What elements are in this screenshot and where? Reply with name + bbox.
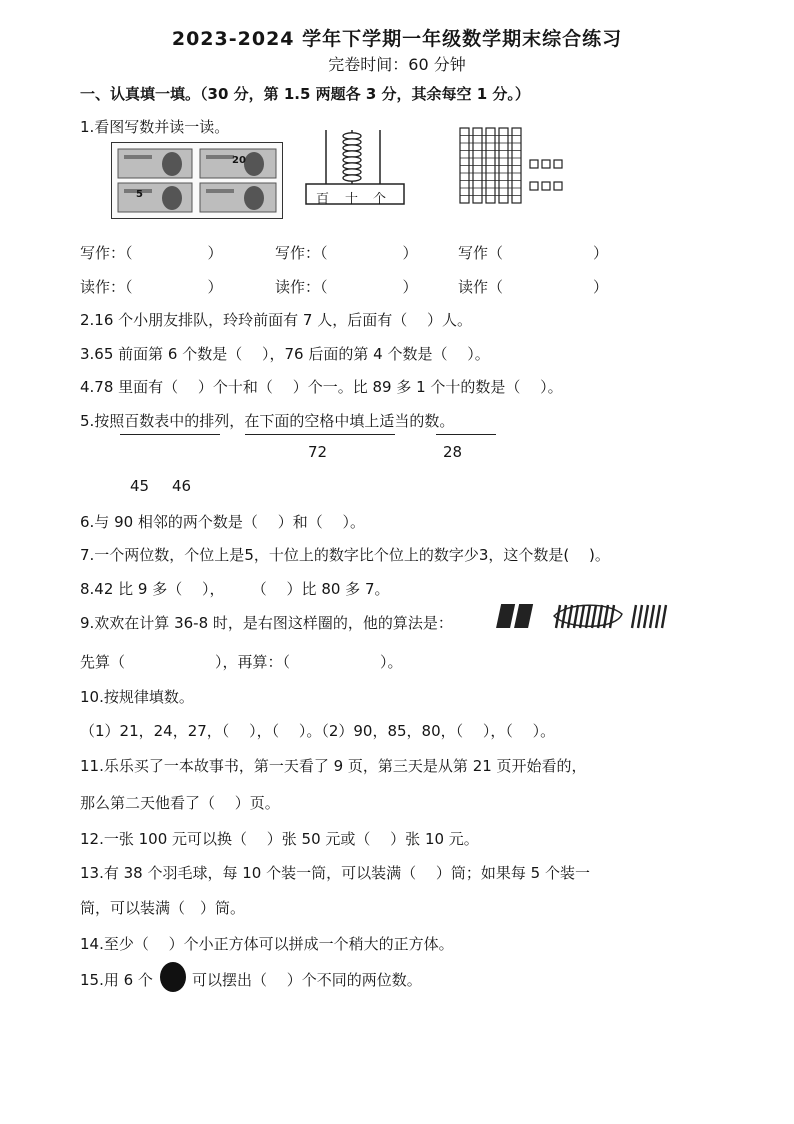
question-5: 5.按照百数表中的排列，在下面的空格中填上适当的数。 xyxy=(80,412,455,430)
q1-read-1[interactable]: 读作：（ ） xyxy=(80,278,223,296)
grid-blank-line xyxy=(245,434,395,435)
q1-read-2[interactable]: 读作：（ ） xyxy=(275,278,418,296)
abacus-label-ones: 个 xyxy=(373,192,387,207)
question-14: 14.至少（ ）个小正方体可以拼成一个稍大的正方体。 xyxy=(80,935,454,953)
question-12: 12.一张 100 元可以换（ ）张 50 元或（ ）张 10 元。 xyxy=(80,830,479,848)
question-15-end: 可以摆出（ ）个不同的两位数。 xyxy=(192,971,422,989)
grid-number: 46 xyxy=(172,477,192,495)
question-13: 13.有 38 个羽毛球，每 10 个装一筒，可以装满（ ）筒；如果每 5 个装一 xyxy=(80,864,590,882)
banknote-value: 5 xyxy=(136,189,143,200)
banknotes-image xyxy=(111,142,283,219)
question-1: 1.看图写数并读一读。 xyxy=(80,118,230,136)
banknote-value: 20 xyxy=(232,155,246,166)
counting-sticks-illustration xyxy=(498,600,678,634)
question-7: 7.一个两位数，个位上是5，十位上的数字比个位上的数字少3，这个数是( )。 xyxy=(80,546,610,564)
question-10-parts: （1）21，24，27，（ ），（ ）。（2）90，85，80，（ ），（ ）。 xyxy=(80,722,556,740)
abacus-label-tens: 十 xyxy=(345,192,359,207)
abacus-label-hundreds: 百 xyxy=(316,192,330,207)
q1-write-1[interactable]: 写作：（ ） xyxy=(80,244,223,262)
grid-number: 28 xyxy=(443,443,463,461)
question-11: 11.乐乐买了一本故事书，第一天看了 9 页，第三天是从第 21 页开始看的， xyxy=(80,757,587,775)
question-9-answer: 先算（ ），再算：（ ）。 xyxy=(80,653,403,671)
banknotes-illustration xyxy=(112,143,282,218)
page-title: 2023-2024 学年下学期一年级数学期末综合练习 xyxy=(171,28,623,50)
grid-blank-line xyxy=(120,434,220,435)
question-3: 3.65 前面第 6 个数是（ ），76 后面的第 4 个数是（ ）。 xyxy=(80,345,490,363)
q1-write-2[interactable]: 写作：（ ） xyxy=(275,244,418,262)
question-2: 2.16 个小朋友排队，玲玲前面有 7 人，后面有（ ）人。 xyxy=(80,311,473,329)
question-8: 8.42 比 9 多（ ）， （ ）比 80 多 7。 xyxy=(80,580,390,598)
question-6: 6.与 90 相邻的两个数是（ ）和（ ）。 xyxy=(80,513,365,531)
question-10: 10.按规律填数。 xyxy=(80,688,194,706)
grid-blank-line xyxy=(436,434,496,435)
page-subtitle: 完卷时间：60 分钟 xyxy=(328,55,466,74)
grid-number: 45 xyxy=(130,477,150,495)
q1-write-3[interactable]: 写作（ ） xyxy=(458,244,609,262)
question-11-cont: 那么第二天他看了（ ）页。 xyxy=(80,794,280,812)
grid-number: 72 xyxy=(308,443,328,461)
q1-read-3[interactable]: 读作（ ） xyxy=(458,278,609,296)
section-heading: 一、认真填一填。（30 分，第 1.5 两题各 3 分，其余每空 1 分。） xyxy=(80,85,530,103)
question-4: 4.78 里面有（ ）个十和（ ）个一。比 89 多 1 个十的数是（ ）。 xyxy=(80,378,563,396)
black-circle-icon xyxy=(158,960,188,994)
question-13-cont: 筒，可以装满（ ）筒。 xyxy=(80,899,246,917)
question-15-start: 15.用 6 个 xyxy=(80,971,153,989)
question-9: 9.欢欢在计算 36-8 时，是右图这样圈的，他的算法是： xyxy=(80,614,453,632)
place-value-blocks xyxy=(458,126,578,206)
